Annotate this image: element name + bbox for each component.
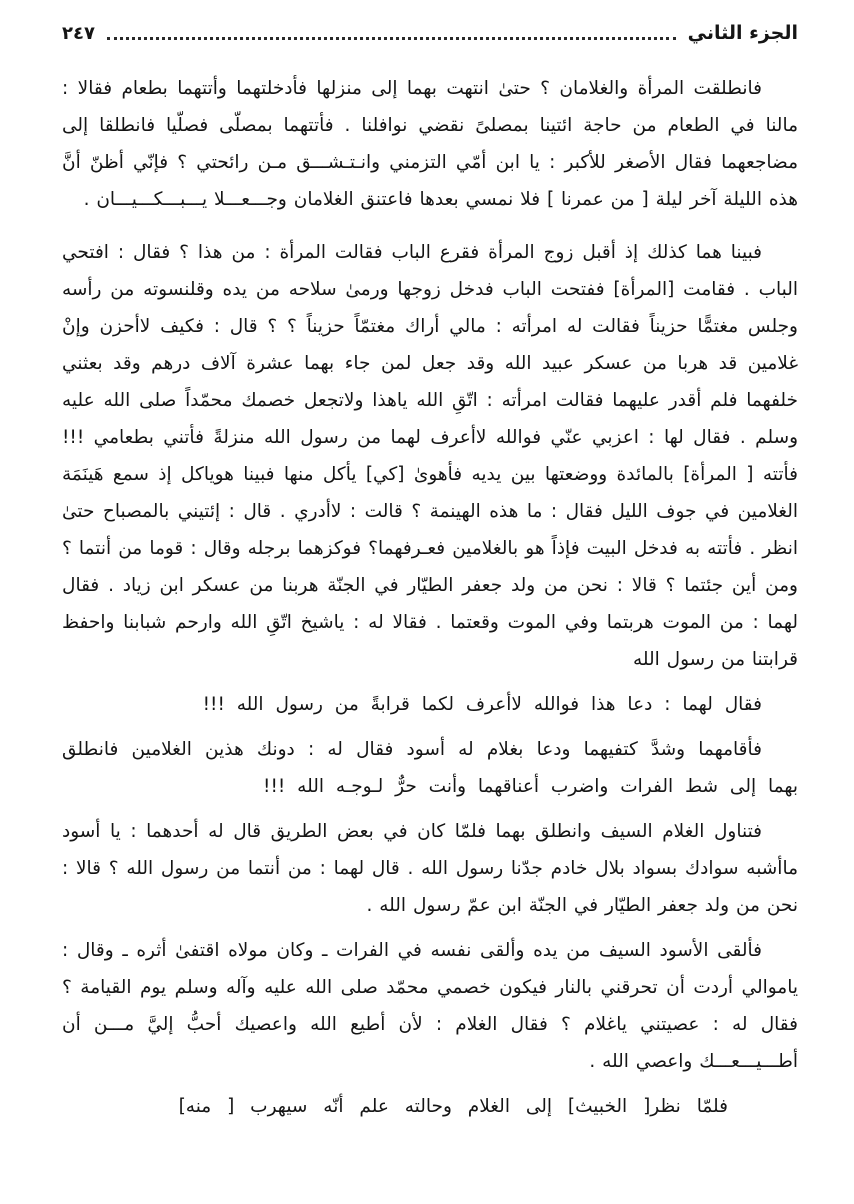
page-number: ٢٤٧ bbox=[62, 23, 95, 44]
section-title: الجزء الثاني bbox=[687, 22, 798, 44]
paragraph: فلمّا نظر[ الخبيث] إلى الغلام وحالته علم أنّه سيهرب [ منه] bbox=[178, 1096, 728, 1117]
paragraph: فتناول الغلام السيف وانطلق بهما فلمّا كان في بعض الطريق قال له أحدهما : يا أسود ماأشبه سوادك بسواد بلال خادم جدّنا رسول الله . قال لهما : من أنتما من رسول الله ؟ قالا : نحن من ولد جعفر الطيّار في الجنّة ابن عمّ رسول الله . bbox=[62, 821, 798, 916]
paragraph: فانطلقت المرأة والغلامان ؟ حتىٰ انتهت بهما إلى منزلها فأدخلتهما وأتتهما بطعام فقالا : مالنا في الطعام من حاجة ائتينا بمصلىً نقضي نوافلنا . فأتتهما بمصلّى فصلّيا فانطلقا إلى مضاجعهما فقال الأصغر للأكبر : يا ابن أمّي التزمني وانـتـشـــق مـن رائحتي ؟ فإنّي أظنّ أنَّ هذه الليلة آخر ليلة [ من عمرنا ] فلا نمسي بعدها فاعتنق الغلامان وجـــعـــلا يـــبـــكـــيـــان . bbox=[62, 78, 798, 210]
page-content bbox=[62, 70, 798, 1125]
dot-leader bbox=[107, 37, 676, 40]
paragraph: فقال لهما : دعا هذا فوالله لاأعرف لكما قرابةً من رسول الله !!! bbox=[202, 694, 762, 715]
paragraph: فأقامهما وشدَّ كتفيهما ودعا بغلام له أسود فقال له : دونك هذين الغلامين فانطلق بهما إلى شط الفرات واضرب أعناقهما وأنت حرٌّ لـوجـه الله !!! bbox=[62, 739, 798, 797]
paragraph: فألقى الأسود السيف من يده وألقى نفسه في الفرات ـ وكان مولاه اقتفىٰ أثره ـ وقال : ياموالي أردت أن تحرقني بالنار فيكون خصمي محمّد صلى الله عليه وآله وسلم يوم القيامة ؟ فقال له : عصيتني ياغلام ؟ فقال الغلام : لأن أطيع الله واعصيك أحبُّ إليَّ مـــن أن أطـــيـــعـــك واعصي الله . bbox=[62, 940, 798, 1072]
paragraph: فبينا هما كذلك إذ أقبل زوج المرأة فقرع الباب فقالت المرأة : من هذا ؟ فقال : افتحي الباب . فقامت [المرأة] ففتحت الباب فدخل زوجها ورمىٰ سلاحه من يده وقلنسوته من رأسه وجلس مغتمًّا حزيناً فقالت له امرأته : مالي أراك مغتمّاً حزيناً ؟ ؟ قال : فكيف لاأحزن وإنْ غلامين قد هربا من عسكر عبيد الله وقد جعل لمن جاء بهما عشرة آلاف درهم وقد بعثني خلفهما فلم أقدر عليهما فقالت امرأته : اتّقِ الله ياهذا ولاتجعل خصمك محمّداً صلى الله عليه وسلم . فقال لها : اعزبي عنّي فوالله لاأعرف لهما من رسول الله منزلةً فأتني بطعامي !!! فأتته [ المرأة] بالمائدة ووضعتها بين يديه فأهوىٰ [كي] يأكل منها فبينا هوياكل إذ سمع هَينَمَة الغلامين في جوف الليل فقال : ما هذه الهينمة ؟ قالت : لاأدري . قال : إئتيني بالمصباح حتىٰ انظر . فأتته به فدخل البيت فإذاً هو بالغلامين فعـرفهما؟ فوكزهما برجله وقال : قوما من أنتما ؟ ومن أين جئتما ؟ قالا : نحن من ولد جعفر الطيّار في الجنّة هربنا من عسكر ابن زياد . فقال لهما : من الموت هربتما وفي الموت وقعتما . فقالا له : ياشيخ اتّقِ الله وارحم شبابنا واحفظ قرابتنا من رسول الله bbox=[62, 242, 798, 670]
page-header bbox=[62, 22, 798, 44]
